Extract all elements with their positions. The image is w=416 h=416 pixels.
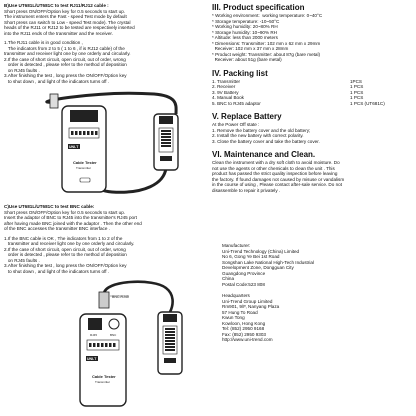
address-line: 57 Hung To Road <box>222 309 258 315</box>
item-name: 5. BNC to RJ45 adaptor <box>212 100 261 106</box>
text-line: Insert the adaptor of BNC to RJ45 into the transmitter's RJ45 port <box>4 215 137 220</box>
item-qty: 1 PCS (UT681C) <box>350 100 385 106</box>
address-line: Uni-Trend Group Limited <box>222 298 273 304</box>
text-line: transmitter and receiver light one by one orderly and circularly. <box>4 241 135 246</box>
bnc-adaptor <box>99 292 109 308</box>
headquarters-block <box>222 293 412 343</box>
button <box>80 178 90 182</box>
address-line: No 6, Gong Ye Bei 1st Road <box>222 254 280 260</box>
spec-line: * Altitude: less than 2000 meters <box>212 35 278 40</box>
text-line: on RJ45 faults . <box>4 67 40 73</box>
text-line: Short press can switch to Low - speed Test mode). The crystal <box>4 19 131 25</box>
text-line: The indicators from 2 to 5 ( 1 to 6 , if is RJ12 cable) of the <box>4 45 125 51</box>
rj11-port <box>70 110 98 122</box>
text-line: Short press ON/OFF/Option key for 0.5 seconds to start up. <box>4 209 126 215</box>
section-c-intro <box>4 210 206 232</box>
device-label: Cable Tester <box>92 374 116 379</box>
rj45-port <box>88 318 102 330</box>
text-line: in the course of using , Please contact after-sale service. Do not <box>212 182 342 188</box>
website-link[interactable]: http://www.uni-trend.com <box>222 337 273 343</box>
left-column <box>4 0 206 408</box>
list-item <box>212 101 412 107</box>
text-line: 3.After finishing the test , long press the ON/OFF/Option key <box>4 73 127 78</box>
text-line: 2.If the case of short circuit, open circuit, out of order, wrong <box>4 56 126 62</box>
item-name: 1. Transmitter <box>212 78 241 84</box>
battery-title: V. Replace Battery <box>212 112 282 122</box>
spec-line: * Working humidity: 20~80% RH <box>212 24 278 29</box>
item-name: 2. Receiver <box>212 84 236 90</box>
right-column <box>212 0 412 343</box>
bnc-port <box>109 319 119 329</box>
item-name: 3. 9V Battery <box>212 89 239 95</box>
address-line: Headquarters <box>222 293 250 299</box>
receiver-brand <box>164 358 176 363</box>
text-line: not use the agents or other chemicals to clean the unit . This <box>212 165 335 171</box>
text-line: order is detected , please refer to the method of deposition <box>4 62 127 67</box>
address-line: Uni-Trend Technology (China) Limited <box>222 248 300 254</box>
section-b-steps <box>4 40 206 84</box>
text-line: after having made BNC joined with the adaptor . Then the other end <box>4 220 142 226</box>
receiver-brand <box>160 156 172 161</box>
spec-line: * Product weight: Transmitter: about 87g (bare metal) <box>212 51 321 57</box>
spec-list <box>212 13 412 63</box>
text-line: 1.The RJ11 cable is in good condition , <box>4 40 83 45</box>
text-line: on RJ45 faults . <box>4 257 40 263</box>
text-line: The instrument enters the Fast - speed Test mode by default <box>4 14 127 19</box>
address-line: Songshan Lake National High-Tech Industrial <box>222 259 314 265</box>
address-line: Kowloon, Hong Kong <box>222 320 266 326</box>
spec-line: * Storage temperature: -10~50°C <box>212 18 280 24</box>
text-line: product has passed the strict quality inspection before leaving <box>212 171 338 177</box>
receiver-port <box>163 314 177 322</box>
spec-title: III. Product specification <box>212 3 305 12</box>
text-line: 2. Install the new battery with correct polarity. <box>212 133 304 139</box>
text-line: heads of the RJ11 or RJ12 to be tested are respectively inserted <box>4 25 135 30</box>
spec-line: Receiver: about 51g (bare metal) <box>212 57 282 62</box>
adaptor-label: BNC-RJ45 <box>112 295 129 299</box>
brand-text: UNI-T <box>87 357 97 361</box>
text-line: of the BNC accesses the transmitter BNC interface . <box>4 226 110 231</box>
address-line: Rm901, 9/F, Nanyang Plaza <box>222 304 280 310</box>
device-sub: Transmitter <box>95 380 111 384</box>
bnc-test-illustration <box>4 274 206 408</box>
section-b-intro <box>4 9 206 37</box>
text-line: Clean the instrument with a dry soft cloth to avoid moisture. Do <box>212 160 340 166</box>
spec-line: * Storage humidity: 10~90% RH <box>212 29 277 35</box>
text-line: transmitter and receiver light one by one orderly and circularly. <box>4 51 131 56</box>
maintenance-text <box>212 160 412 193</box>
address-line: China <box>222 276 235 282</box>
address-line: Tel: (852) 2950 9168 <box>222 326 265 332</box>
item-name: 4. Manual Book <box>212 95 244 101</box>
address-line: Development Zone, Dongguan City <box>222 265 294 271</box>
packing-title: IV. Packing list <box>212 68 268 78</box>
item-qty: 1 PCS <box>350 95 364 101</box>
section-c-title: C)Use UT681L/UT681C to test BNC cable: <box>4 204 95 209</box>
plug <box>50 94 58 108</box>
address-line: Guangdong Province <box>222 270 266 276</box>
section-b-title: B)Use UT681L/UT681C to test RJ11/RJ12 cable : <box>4 3 109 8</box>
text-line: order is detected , please refer to the method of deposition <box>4 252 127 257</box>
text-line: to shut down , and light of the indicators turns off . <box>4 78 110 84</box>
address-line: Postal Code:523 808 <box>222 281 265 287</box>
manufacturer-block <box>222 243 412 287</box>
text-line: into the RJ11 ends of the transmitter and the receiver. <box>4 30 113 36</box>
text-line: 1. Remove the battery cover and the old battery; <box>212 127 311 133</box>
device-label: Cable Tester <box>73 160 97 165</box>
bnc-label: BNC <box>110 333 117 337</box>
spec-line: * Dimensions: Transmitter: 102 mm x 62 mm x 29mm <box>212 40 321 46</box>
text-line: 2.If the case of short circuit, open circuit, out of order, wrong <box>4 246 126 252</box>
brand-text: UNI-T <box>69 145 79 149</box>
device-sub: Transmitter <box>76 166 92 170</box>
battery-steps <box>212 122 412 144</box>
text-line: 3. Close the battery cover and take the battery cover. <box>212 138 320 144</box>
text-line: to shut down , and light of the indicators turns off . <box>4 268 110 274</box>
item-qty: 1 PCS <box>350 89 364 95</box>
maintenance-title: VI. Maintenance and Clean. <box>212 150 316 160</box>
text-line: 3.After finishing the test , long press the ON/OFF/Option key <box>4 263 127 268</box>
address-line: Manufacturer: <box>222 243 251 249</box>
text-line: Short press ON/OFF/Option key for 0.5 seconds to start up. <box>4 8 126 14</box>
spec-line: * Working environment: working temperature: 0~40°C <box>212 13 323 18</box>
text-line: the factory. If found damages not caused by misuse or vandalism <box>212 176 345 182</box>
rj45-label: RJ45 <box>90 333 98 337</box>
text-line: At the Power Off state : <box>212 122 260 128</box>
item-qty: 1 PCS <box>350 84 364 90</box>
section-c-steps <box>4 236 206 275</box>
packing-list <box>212 79 412 107</box>
spec-line: Receiver: 102 mm x 37 mm x 28mm <box>212 46 289 51</box>
receiver-port <box>159 116 173 124</box>
address-line: Fax: (852) 2950 9303 <box>222 331 266 337</box>
text-line: 1.If the BNC cable is OK , The indicators from 1 to 2 of the <box>4 235 123 241</box>
rj11-test-illustration <box>4 84 206 202</box>
text-line: disassemble to repair it privately . <box>212 187 281 193</box>
item-qty: 1PCS <box>350 78 363 84</box>
address-line: Kwun Tong <box>222 315 245 321</box>
